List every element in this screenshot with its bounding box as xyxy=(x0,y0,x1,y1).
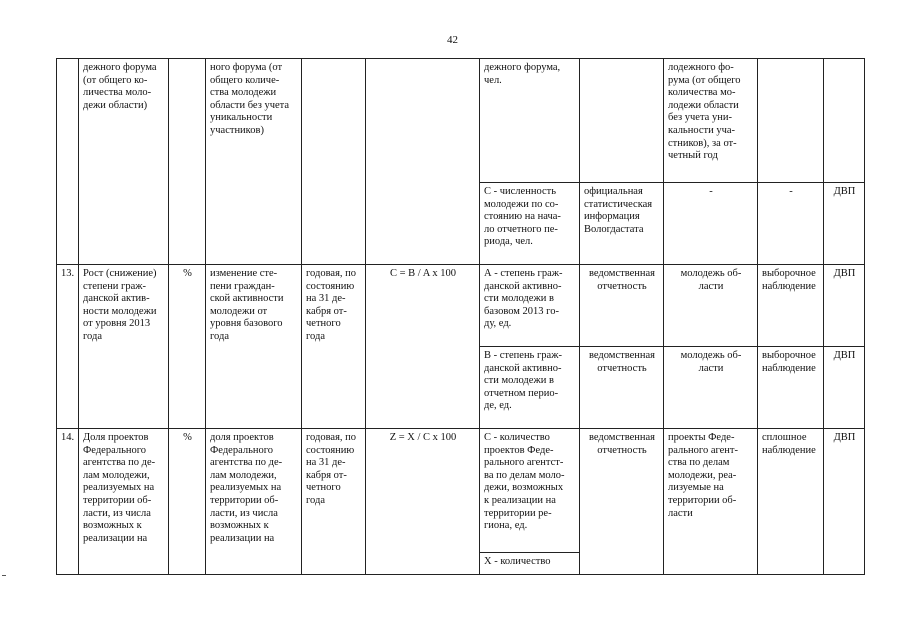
table-row-continuation xyxy=(57,59,865,183)
cell-population: молодежь об- ласти xyxy=(664,347,758,429)
cell-basic-indicator: В - степень граж- данской активно- сти молодежи в отчетном перио- де, ед. xyxy=(480,347,580,429)
cell-source: ведомственная отчетность xyxy=(580,265,664,347)
cell-num-empty xyxy=(57,59,79,265)
cell-definition: ного форума (от общего количе- ства молодежи области без учета уникальности участников) xyxy=(206,59,302,265)
page-number: 42 xyxy=(447,34,458,46)
cell-unit: % xyxy=(169,265,206,429)
cell-basic-indicator: Х - количество xyxy=(480,553,580,575)
cell-population: лодежного фо- рума (от общего количества мо- лодежи области без учета уни- кальности уча- стников), за от- четный год xyxy=(664,59,758,183)
cell-method-empty xyxy=(758,59,824,183)
cell-method: - xyxy=(758,183,824,265)
cell-method: сплошное наблюдение xyxy=(758,429,824,575)
cell-source: официальная статистическая информация Вологдастата xyxy=(580,183,664,265)
cell-time-characteristic: годовая, по состоянию на 31 де- кабря от- четного года xyxy=(302,265,366,429)
cell-basic-indicator: С - численность молодежи по со- стоянию на нача- ло отчетного пе- риода, чел. xyxy=(480,183,580,265)
cell-population: молодежь об- ласти xyxy=(664,265,758,347)
table-row-14a xyxy=(57,429,865,553)
cell-method: выборочное наблюдение xyxy=(758,265,824,347)
cell-indicator: Доля проектов Федерального агентства по де- лам молодежи, реализуемых на территории об- ласти, из числа возможных к реализации на xyxy=(79,429,169,575)
cell-unit: % xyxy=(169,429,206,575)
cell-definition: доля проектов Федерального агентства по де- лам молодежи, реализуемых на территории об- ласти, из числа возможных к реализации на xyxy=(206,429,302,575)
scan-edge-mark xyxy=(2,575,6,576)
cell-responsible: ДВП xyxy=(824,347,865,429)
cell-formula: C = B / A x 100 xyxy=(366,265,480,429)
cell-source-empty xyxy=(580,59,664,183)
cell-population: - xyxy=(664,183,758,265)
cell-unit-empty xyxy=(169,59,206,265)
cell-indicator: Рост (снижение) степени граж- данской актив- ности молодежи от уровня 2013 года xyxy=(79,265,169,429)
cell-source: ведомственная отчетность xyxy=(580,429,664,575)
cell-definition: изменение сте- пени граждан- ской активности молодежи от уровня базового года xyxy=(206,265,302,429)
cell-basic-indicator: дежного форума, чел. xyxy=(480,59,580,183)
cell-num: 14. xyxy=(57,429,79,575)
cell-time-empty xyxy=(302,59,366,265)
table-row-13a xyxy=(57,265,865,347)
cell-responsible-empty xyxy=(824,59,865,183)
indicators-table xyxy=(56,58,865,575)
cell-basic-indicator: А - степень граж- данской активно- сти молодежи в базовом 2013 го- ду, ед. xyxy=(480,265,580,347)
cell-basic-indicator: С - количество проектов Феде- рального агентст- ва по делам моло- дежи, возможных к реализации на территории ре- гиона, ед. xyxy=(480,429,580,553)
cell-time-characteristic: годовая, по состоянию на 31 де- кабря от- четного года xyxy=(302,429,366,575)
cell-population: проекты Феде- рального агент- ства по делам молодежи, реа- лизуемые на территории об- ласти xyxy=(664,429,758,575)
cell-responsible: ДВП xyxy=(824,265,865,347)
cell-formula: Z = X / C x 100 xyxy=(366,429,480,575)
cell-formula-empty xyxy=(366,59,480,265)
cell-source: ведомственная отчетность xyxy=(580,347,664,429)
cell-responsible: ДВП xyxy=(824,183,865,265)
cell-responsible: ДВП xyxy=(824,429,865,575)
cell-num: 13. xyxy=(57,265,79,429)
cell-indicator: дежного форума (от общего ко- личества моло- дежи области) xyxy=(79,59,169,265)
cell-method: выборочное наблюдение xyxy=(758,347,824,429)
